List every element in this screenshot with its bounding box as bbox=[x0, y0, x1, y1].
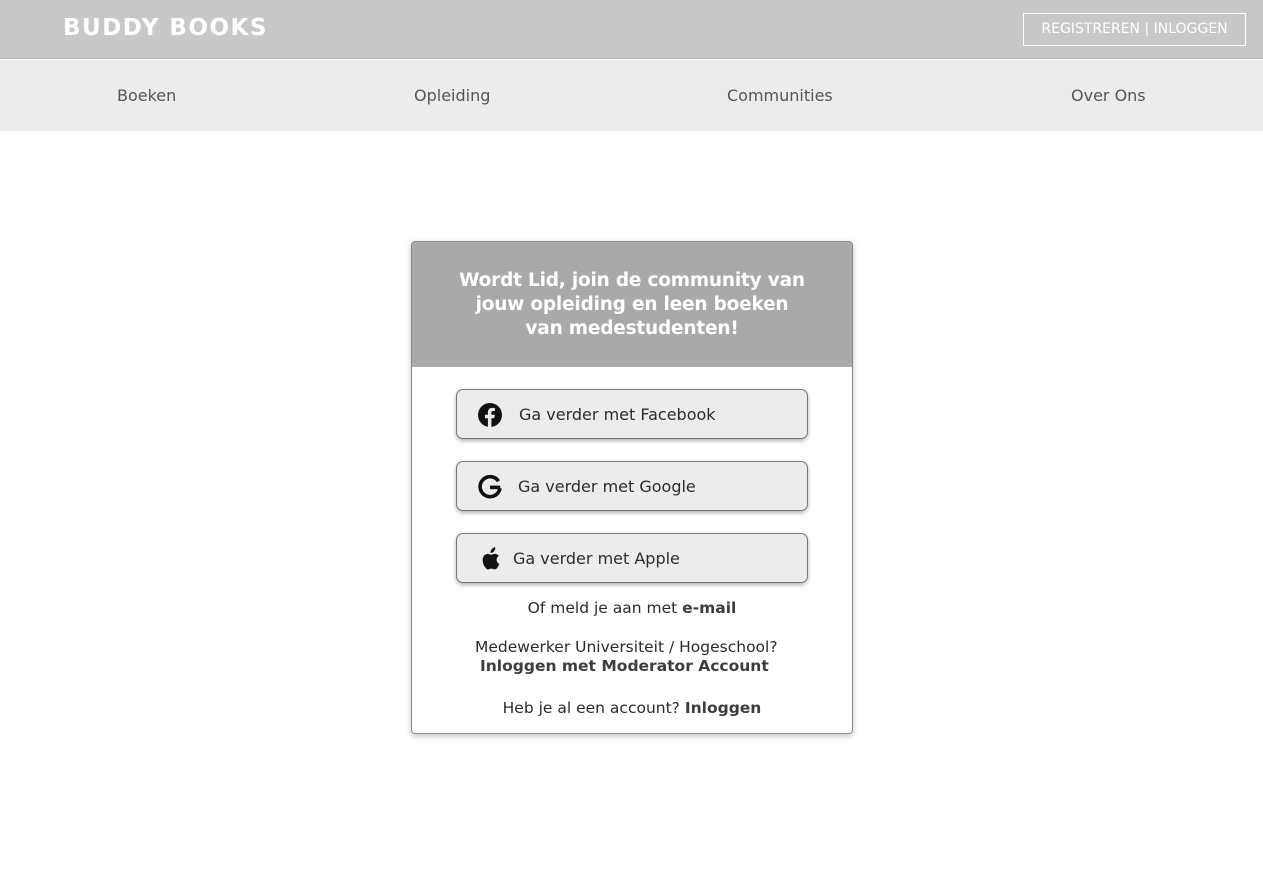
nav-item-boeken[interactable]: Boeken bbox=[117, 86, 177, 105]
google-icon bbox=[477, 474, 503, 500]
signup-card-header bbox=[412, 242, 852, 367]
main-navigation bbox=[0, 60, 1263, 131]
nav-item-over-ons[interactable]: Over Ons bbox=[1071, 86, 1146, 105]
apple-icon bbox=[477, 546, 503, 572]
existing-account-text: Heb je al een account? bbox=[502, 699, 680, 717]
register-login-link[interactable]: REGISTREREN | INLOGGEN bbox=[1023, 13, 1246, 46]
staff-question-text: Medewerker Universiteit / Hogeschool? bbox=[475, 638, 778, 656]
email-signup-line bbox=[412, 599, 852, 617]
brand-logo[interactable]: BUDDY BOOKS bbox=[63, 15, 268, 41]
moderator-login-link[interactable]: Inloggen met Moderator Account bbox=[480, 657, 769, 675]
apple-login-button[interactable] bbox=[456, 533, 808, 583]
email-signup-link[interactable]: e-mail bbox=[682, 599, 737, 617]
email-signup-text: Of meld je aan met bbox=[527, 599, 678, 617]
google-login-button[interactable] bbox=[456, 461, 808, 511]
nav-item-opleiding[interactable]: Opleiding bbox=[414, 86, 491, 105]
staff-login-block bbox=[475, 638, 815, 676]
login-link[interactable]: Inloggen bbox=[684, 699, 762, 717]
signup-card bbox=[411, 241, 853, 734]
existing-account-line bbox=[412, 699, 852, 717]
google-login-label: Ga verder met Google bbox=[518, 477, 696, 496]
facebook-icon bbox=[477, 402, 503, 428]
apple-login-label: Ga verder met Apple bbox=[513, 549, 680, 568]
facebook-login-button[interactable] bbox=[456, 389, 808, 439]
top-header bbox=[0, 0, 1263, 59]
signup-card-title: Wordt Lid, join de community van jouw opleiding en leen boeken van medestudenten! bbox=[459, 269, 805, 339]
nav-item-communities[interactable]: Communities bbox=[727, 86, 833, 105]
facebook-login-label: Ga verder met Facebook bbox=[519, 405, 716, 424]
